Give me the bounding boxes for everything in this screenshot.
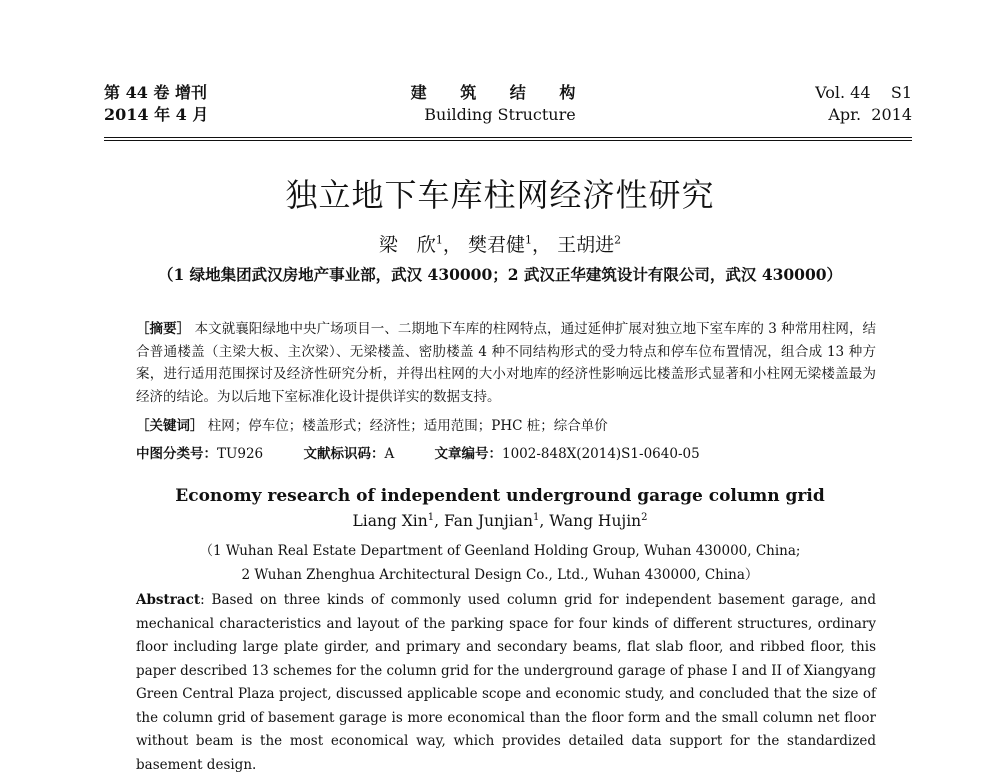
author-name: 梁 欣	[378, 234, 436, 256]
doc-code-value: A	[384, 446, 395, 462]
keywords-cn	[136, 415, 896, 437]
volume-issue-cn: 第 44 卷 增刊	[104, 83, 207, 102]
author-list-cn	[0, 230, 1000, 257]
article-no-value: 1002-848X(2014)S1-0640-05	[502, 446, 700, 462]
author-affil-sup-en: 1	[427, 512, 435, 523]
header-rule-second	[104, 140, 912, 141]
classification-line	[136, 443, 896, 465]
date-en: Apr. 2014	[828, 105, 912, 124]
author-name: 王胡进	[557, 234, 615, 256]
affiliation-en-line-1: （1 Wuhan Real Estate Department of Geenland Holding Group, Wuhan 430000, China;	[199, 543, 801, 559]
date-cn: 2014 年 4 月	[104, 105, 209, 124]
journal-name-cn: 建 筑 结 构	[410, 83, 590, 102]
affiliation-cn: （1 绿地集团武汉房地产事业部，武汉 430000；2 武汉正华建筑设计有限公司，武汉 430000）	[157, 265, 843, 284]
author-affil-sup-en: 2	[641, 512, 648, 523]
author-separator: ，	[442, 234, 462, 256]
author-name-en: Fan Junjian	[444, 512, 534, 531]
abstract-en	[136, 589, 876, 777]
paper-title-en: Economy research of independent underground garage column grid	[175, 486, 825, 506]
journal-volume-info	[104, 82, 208, 126]
abstract-text-cn: 本文就襄阳绿地中央广场项目一、二期地下车库的柱网特点，通过延伸扩展对独立地下室车库的 3 种常用柱网，结合普通楼盖（主梁大板、主次梁）、无梁楼盖、密肋楼盖 4 种不同结构形式的受力特点和停车位布置情况，组合成 13 种方案，进行适用范围探讨及经济性研究分析，并得出柱网的大小对地库的经济性影响远比楼盖形式显著和小柱网无梁楼盖最为经济的结论。为以后地下室标准化设计提供详实的数据支持。	[136, 321, 877, 405]
abstract-label-cn: ［摘要］	[136, 321, 191, 337]
clc-value: TU926	[217, 446, 264, 462]
author-name-en: Wang Hujin	[549, 512, 642, 531]
author-affil-sup: 1	[525, 233, 532, 247]
journal-volume-info-en	[815, 82, 912, 126]
author-affil-sup: 2	[614, 233, 622, 247]
doc-code-label: 文献标识码：	[303, 446, 385, 462]
affiliation-en-line-2: 2 Wuhan Zhenghua Architectural Design Co., Ltd., Wuhan 430000, China）	[241, 567, 759, 583]
author-separator-en: ,	[434, 512, 444, 531]
author-list-en	[0, 512, 1000, 530]
keywords-label-cn: ［关键词］	[136, 418, 204, 434]
journal-name-en: Building Structure	[424, 105, 576, 124]
volume-issue-en: Vol. 44 S1	[815, 83, 912, 102]
author-affil-sup: 1	[435, 233, 443, 247]
author-name: 樊君健	[467, 234, 525, 256]
abstract-cn	[136, 318, 876, 408]
header-rule	[104, 137, 912, 138]
author-separator-en: ,	[539, 512, 550, 531]
author-separator: ，	[532, 234, 552, 256]
paper-title-cn: 独立地下车库柱网经济性研究	[285, 176, 715, 214]
author-name-en: Liang Xin	[352, 512, 428, 531]
clc-label: 中图分类号：	[136, 446, 217, 462]
article-no-label: 文章编号：	[434, 446, 502, 462]
abstract-text-en: : Based on three kinds of commonly used column grid for independent basement garage, and mechanical characteristics and layout of the parking space for four kinds of different structures, ordinary floor including large plate girder, and primary and secondary beams, flat slab floor, and ribbed floor, this paper described 13 schemes for the column grid for the underground garage of phase I and II of Xiangyang Green Central Plaza project, discussed applicable scope and economic study, and concluded that the size of the column grid of basement garage is more economical than the floor form and the small column net floor without beam is the most economical way, which provides detailed data support for the standardized basement design.	[136, 592, 876, 773]
abstract-label-en: Abstract	[136, 592, 201, 608]
keywords-text-cn: 柱网；停车位；楼盖形式；经济性；适用范围；PHC 桩；综合单价	[203, 418, 608, 434]
journal-name	[380, 82, 620, 126]
author-affil-sup-en: 1	[533, 512, 540, 523]
